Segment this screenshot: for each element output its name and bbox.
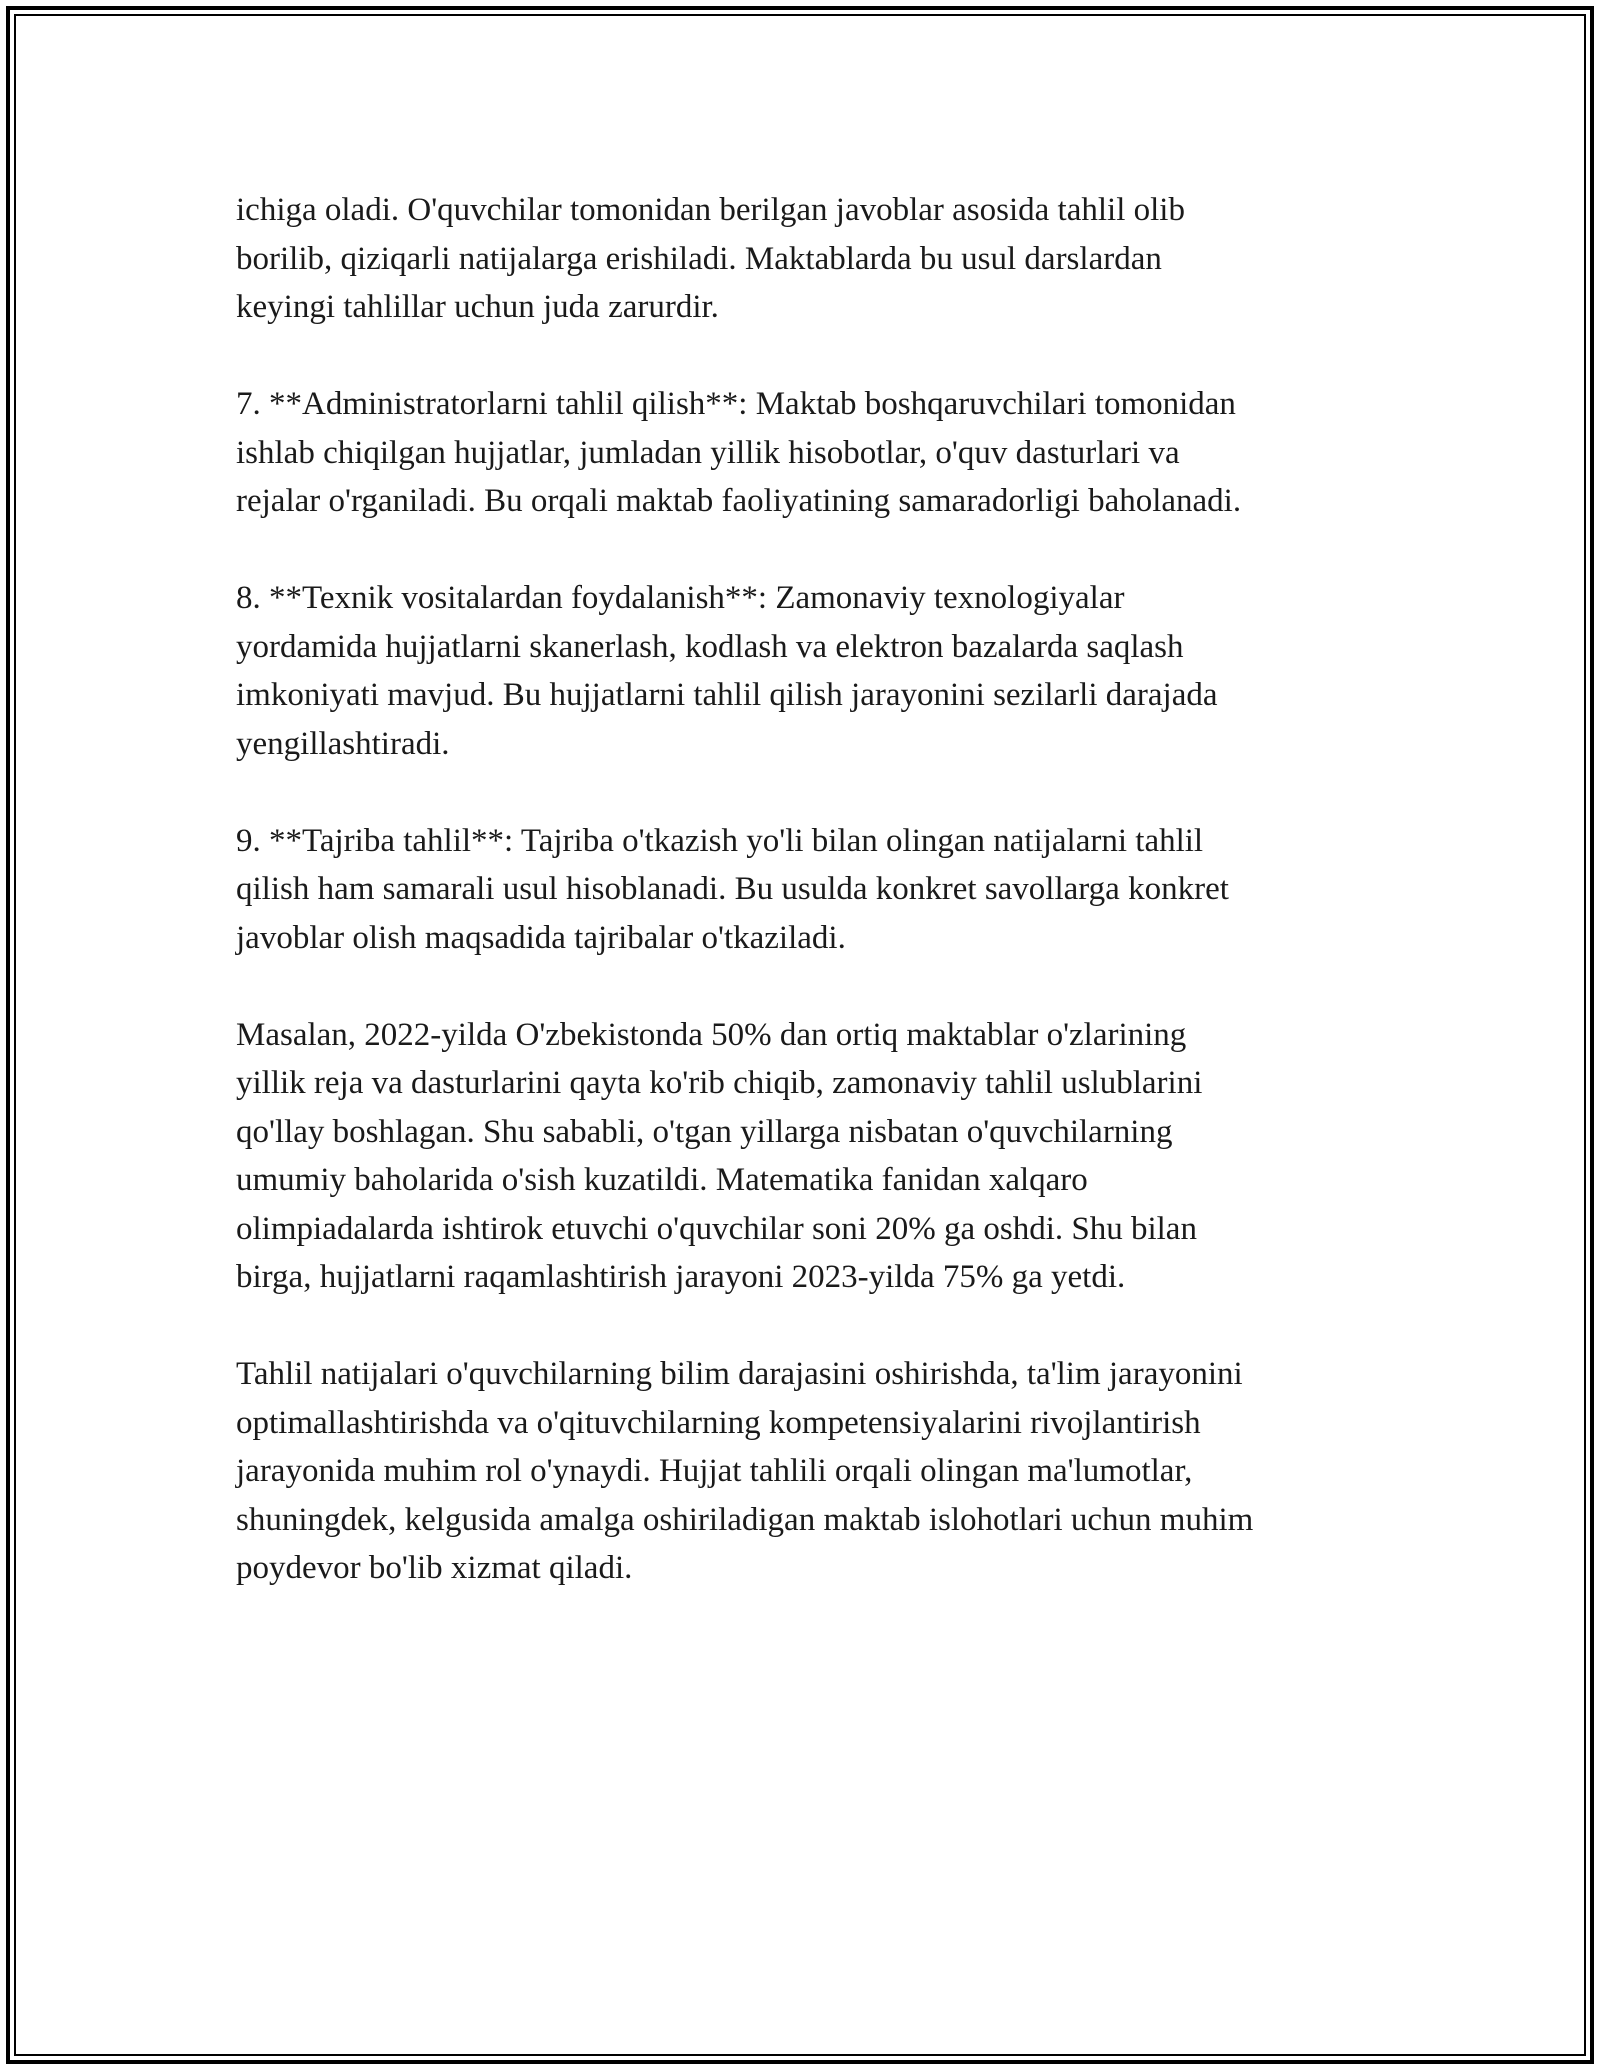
paragraph-intro-continuation: ichiga oladi. O'quvchilar tomonidan berilgan javoblar asosida tahlil olib borilib, qiziqarli natijalarga erishiladi. Maktablarda bu usul darslardan keyingi tahlillar uchun juda zarurdir. bbox=[236, 192, 1185, 325]
document-body bbox=[236, 186, 1416, 1641]
paragraph-example: Masalan, 2022-yilda O'zbekistonda 50% dan ortiq maktablar o'zlarining yillik reja va dasturlarini qayta ko'rib chiqib, zamonaviy tahlil uslublarini qo'llay boshlagan. Shu sababli, o'tgan yillarga nisbatan o'quvchilarning umumiy baholarida o'sish kuzatildi. Matematika fanidan xalqaro olimpiadalarda ishtirok etuvchi o'quvchilar soni 20% ga oshdi. Shu bilan birga, hujjatlarni raqamlashtirish jarayoni 2023-yilda 75% ga yetdi. bbox=[236, 1016, 1203, 1295]
paragraph-item-8: 8. **Texnik vositalardan foydalanish**: Zamonaviy texnologiyalar yordamida hujjatlarni skanerlash, kodlash va elektron bazalarda saqlash imkoniyati mavjud. Bu hujjatlarni tahlil qilish jarayonini sezilarli darajada yengillashtiradi. bbox=[236, 580, 1218, 762]
paragraph-conclusion: Tahlil natijalari o'quvchilarning bilim darajasini oshirishda, ta'lim jarayonini optimallashtirishda va o'qituvchilarning kompetensiyalarini rivojlantirish jarayonida muhim rol o'ynaydi. Hujjat tahlili orqali olingan ma'lumotlar, shuningdek, kelgusida amalga oshiriladigan maktab islohotlari uchun muhim poydevor bo'lib xizmat qiladi. bbox=[236, 1356, 1254, 1586]
paragraph-item-9: 9. **Tajriba tahlil**: Tajriba o'tkazish yo'li bilan olingan natijalarni tahlil qilish ham samarali usul hisoblanadi. Bu usulda konkret savollarga konkret javoblar olish maqsadida tajribalar o'tkaziladi. bbox=[236, 822, 1229, 956]
paragraph-item-7: 7. **Administratorlarni tahlil qilish**: Maktab boshqaruvchilari tomonidan ishlab chiqilgan hujjatlar, jumladan yillik hisobotlar, o'quv dasturlari va rejalar o'rganiladi. Bu orqali maktab faoliyatining samaradorligi baholanadi. bbox=[236, 386, 1242, 519]
